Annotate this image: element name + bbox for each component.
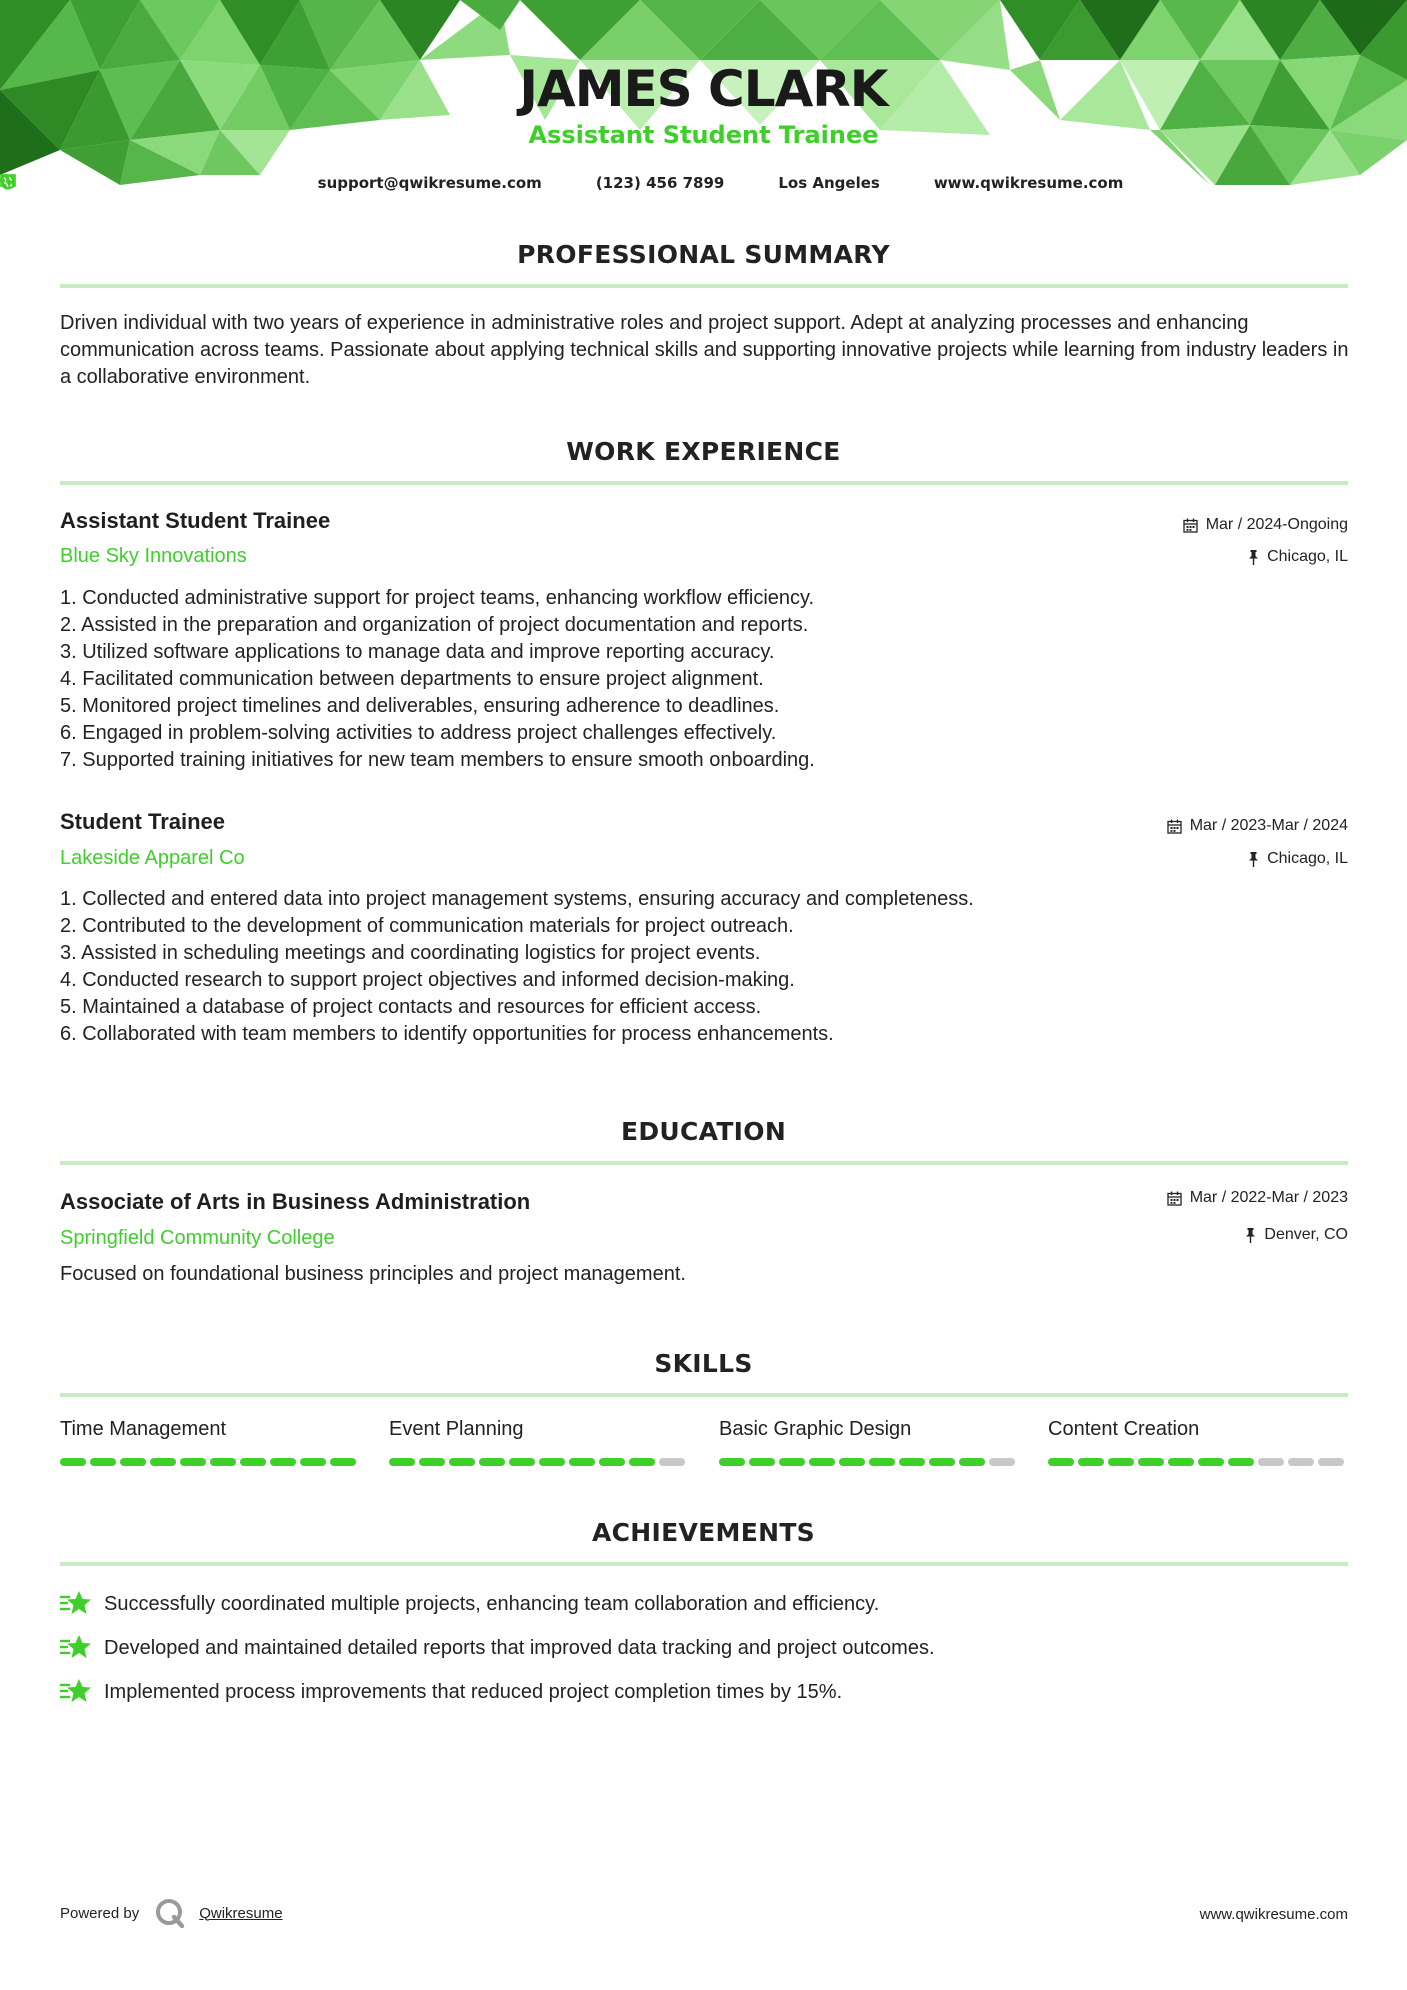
shooting-star-icon	[60, 1677, 92, 1707]
contact-location	[744, 174, 879, 192]
candidate-name: JAMES CLARK	[519, 60, 888, 118]
skill-level-segment	[1198, 1458, 1224, 1466]
phone-text: (123) 456 7899	[595, 174, 725, 192]
skill-item	[1048, 1418, 1348, 1466]
list-item: 3. Assisted in scheduling meetings and coordinating logistics for project events.	[60, 942, 761, 964]
skill-level-segment	[929, 1458, 955, 1466]
experience-heading: WORK EXPERIENCE	[566, 437, 841, 466]
skill-level-segment	[749, 1458, 775, 1466]
skill-level-segment	[419, 1458, 445, 1466]
skill-level-segment	[389, 1458, 415, 1466]
skill-item	[389, 1418, 689, 1466]
achievement-item	[60, 1677, 842, 1707]
skill-level-segment	[1138, 1458, 1164, 1466]
job-bullets	[60, 886, 1350, 1048]
list-item: 4. Conducted research to support project objectives and informed decision-making.	[60, 969, 795, 991]
job-date-text: Mar / 2024-Ongoing	[1205, 516, 1348, 533]
degree-title: Associate of Arts in Business Administration	[60, 1189, 531, 1214]
company-name: Blue Sky Innovations	[60, 545, 247, 567]
qwikresume-link[interactable]: Qwikresume	[199, 1904, 283, 1922]
education-location	[1245, 1226, 1348, 1244]
skill-name: Time Management	[60, 1418, 226, 1440]
skill-level-segment	[240, 1458, 266, 1466]
list-item: 1. Collected and entered data into project management systems, ensuring accuracy and completeness.	[60, 888, 974, 910]
globe-icon	[900, 174, 918, 192]
qwikresume-logo-icon	[155, 1898, 185, 1928]
skill-level-bar	[719, 1458, 1019, 1466]
pushpin-icon	[1248, 550, 1259, 565]
contact-bar	[0, 174, 1407, 192]
candidate-title: Assistant Student Trainee	[528, 121, 879, 149]
skill-item	[60, 1418, 360, 1466]
skill-level-segment	[449, 1458, 475, 1466]
skill-level-segment	[120, 1458, 146, 1466]
education-date	[1167, 1189, 1348, 1207]
job-date	[1183, 516, 1348, 534]
school-name: Springfield Community College	[60, 1227, 335, 1249]
summary-heading: PROFESSIONAL SUMMARY	[517, 240, 890, 269]
achievement-item	[60, 1633, 935, 1663]
job-date	[1167, 817, 1348, 835]
skill-item	[719, 1418, 1019, 1466]
skill-level-bar	[1048, 1458, 1348, 1466]
skill-level-segment	[210, 1458, 236, 1466]
footer-website[interactable]: www.qwikresume.com	[1199, 1906, 1348, 1923]
skill-level-segment	[509, 1458, 535, 1466]
skills-divider	[60, 1393, 1348, 1397]
job-location-text: Chicago, IL	[1267, 548, 1348, 565]
calendar-icon	[1167, 819, 1182, 834]
job-bullets	[60, 585, 1350, 774]
list-item: 2. Contributed to the development of communication materials for project outreach.	[60, 915, 794, 937]
skill-name: Content Creation	[1048, 1418, 1200, 1440]
experience-divider	[60, 481, 1348, 485]
calendar-icon	[1167, 1191, 1182, 1206]
envelope-icon	[284, 174, 302, 192]
skill-level-segment	[1228, 1458, 1254, 1466]
list-item: 6. Collaborated with team members to identify opportunities for process enhancements.	[60, 1023, 834, 1045]
achievement-text: Successfully coordinated multiple projects, enhancing team collaboration and efficiency.	[104, 1592, 880, 1615]
contact-website[interactable]	[900, 174, 1124, 192]
skill-level-segment	[479, 1458, 505, 1466]
skill-level-segment	[300, 1458, 326, 1466]
skill-name: Basic Graphic Design	[719, 1418, 912, 1440]
achievement-text: Developed and maintained detailed reports that improved data tracking and project outcomes.	[104, 1636, 935, 1659]
skill-level-segment	[719, 1458, 745, 1466]
education-date-text: Mar / 2022-Mar / 2023	[1189, 1189, 1348, 1206]
skill-level-segment	[659, 1458, 685, 1466]
skill-level-segment	[869, 1458, 895, 1466]
job-title: Assistant Student Trainee	[60, 508, 331, 533]
map-pin-icon	[744, 174, 762, 192]
job-date-text: Mar / 2023-Mar / 2024	[1189, 817, 1348, 834]
skill-level-segment	[1288, 1458, 1314, 1466]
email-text: support@qwikresume.com	[317, 174, 542, 192]
job-title: Student Trainee	[60, 809, 226, 834]
skill-level-segment	[1168, 1458, 1194, 1466]
skill-level-segment	[539, 1458, 565, 1466]
skill-level-segment	[1318, 1458, 1344, 1466]
shooting-star-icon	[60, 1589, 92, 1619]
summary-divider	[60, 284, 1348, 288]
education-heading: EDUCATION	[620, 1117, 787, 1146]
achievements-heading: ACHIEVEMENTS	[592, 1518, 815, 1547]
location-text: Los Angeles	[778, 174, 880, 192]
list-item: 7. Supported training initiatives for new team members to ensure smooth onboarding.	[60, 749, 815, 771]
job-location	[1248, 850, 1348, 868]
list-item: 1. Conducted administrative support for project teams, enhancing workflow efficiency.	[60, 587, 815, 609]
skill-level-bar	[60, 1458, 360, 1466]
contact-phone[interactable]	[562, 174, 725, 192]
website-text: www.qwikresume.com	[933, 174, 1124, 192]
skill-level-segment	[779, 1458, 805, 1466]
skill-level-segment	[959, 1458, 985, 1466]
job-location	[1248, 548, 1348, 566]
header-banner	[0, 0, 1407, 200]
skill-level-segment	[180, 1458, 206, 1466]
company-name: Lakeside Apparel Co	[60, 847, 245, 869]
skill-level-segment	[989, 1458, 1015, 1466]
shooting-star-icon	[60, 1633, 92, 1663]
education-location-text: Denver, CO	[1264, 1226, 1348, 1243]
skill-level-segment	[899, 1458, 925, 1466]
education-description: Focused on foundational business principles and project management.	[60, 1263, 686, 1285]
calendar-icon	[1183, 518, 1198, 533]
skill-level-segment	[1078, 1458, 1104, 1466]
skill-level-segment	[90, 1458, 116, 1466]
skill-level-segment	[270, 1458, 296, 1466]
skill-level-segment	[1108, 1458, 1134, 1466]
skill-level-segment	[1048, 1458, 1074, 1466]
list-item: 4. Facilitated communication between departments to ensure project alignment.	[60, 668, 764, 690]
list-item: 5. Maintained a database of project contacts and resources for efficient access.	[60, 996, 762, 1018]
summary-text: Driven individual with two years of experience in administrative roles and project support. Adept at analyzing processes and enhancing communication across teams. Passionate about applying technical skills and supporting innovative projects while learning from industry leaders in a collaborative environment.	[60, 312, 1349, 388]
list-item: 2. Assisted in the preparation and organization of project documentation and reports.	[60, 614, 809, 636]
skill-level-segment	[569, 1458, 595, 1466]
contact-email[interactable]	[284, 174, 542, 192]
skill-name: Event Planning	[389, 1418, 524, 1440]
list-item: 6. Engaged in problem-solving activities to address project challenges effectively.	[60, 722, 777, 744]
achievement-text: Implemented process improvements that reduced project completion times by 15%.	[104, 1680, 843, 1703]
skill-level-segment	[1258, 1458, 1284, 1466]
job-location-text: Chicago, IL	[1267, 850, 1348, 867]
skill-level-segment	[839, 1458, 865, 1466]
skill-level-segment	[60, 1458, 86, 1466]
achievements-divider	[60, 1562, 1348, 1566]
list-item: 3. Utilized software applications to manage data and improve reporting accuracy.	[60, 641, 775, 663]
skill-level-segment	[809, 1458, 835, 1466]
list-item: 5. Monitored project timelines and deliverables, ensuring adherence to deadlines.	[60, 695, 780, 717]
education-divider	[60, 1161, 1348, 1165]
powered-by-label: Powered by	[60, 1904, 140, 1922]
skill-level-segment	[629, 1458, 655, 1466]
skill-level-segment	[150, 1458, 176, 1466]
skill-level-segment	[330, 1458, 356, 1466]
skill-level-segment	[599, 1458, 625, 1466]
footer-powered-by	[60, 1898, 283, 1928]
pushpin-icon	[1248, 852, 1259, 867]
pushpin-icon	[1245, 1228, 1256, 1243]
skills-heading: SKILLS	[654, 1349, 753, 1378]
skill-level-bar	[389, 1458, 689, 1466]
achievement-item	[60, 1589, 879, 1619]
phone-icon	[562, 174, 580, 192]
